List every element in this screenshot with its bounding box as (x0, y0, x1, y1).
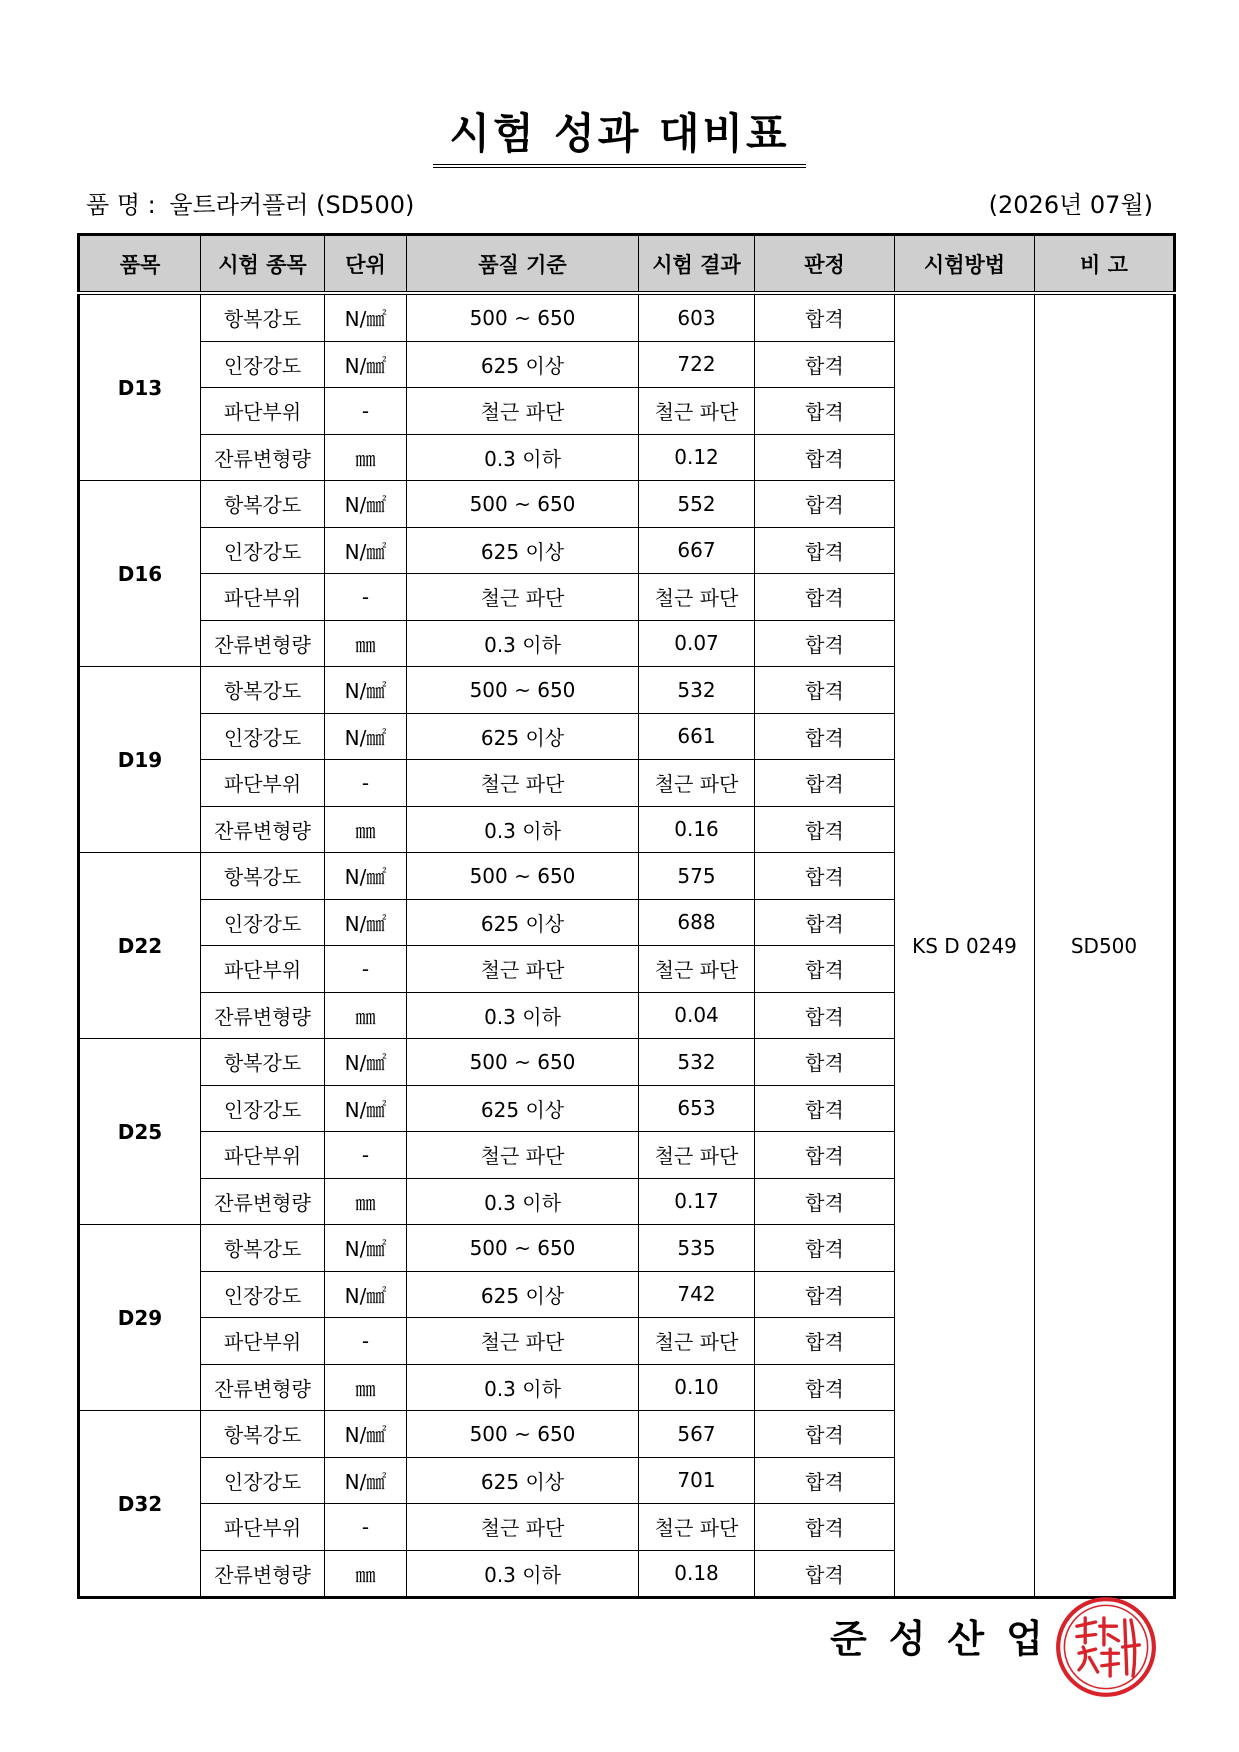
unit-cell: N/㎟ (325, 1411, 407, 1458)
standard-cell: 0.3 이하 (407, 434, 639, 481)
result-cell: 567 (639, 1411, 755, 1458)
test-cell: 항복강도 (201, 1411, 325, 1458)
verdict-cell: 합격 (755, 1504, 895, 1551)
unit-cell: ㎜ (325, 806, 407, 853)
company-seal-icon (1054, 1595, 1158, 1699)
standard-cell: 625 이상 (407, 713, 639, 760)
document-date: (2026년 07월) (988, 191, 1153, 219)
unit-cell: N/㎟ (325, 1271, 407, 1318)
test-cell: 파단부위 (201, 574, 325, 621)
verdict-cell: 합격 (755, 388, 895, 435)
document-title: 시험 성과 대비표 (433, 108, 805, 168)
result-cell: 603 (639, 293, 755, 341)
unit-cell: N/㎟ (325, 899, 407, 946)
standard-cell: 철근 파단 (407, 1132, 639, 1179)
unit-cell: N/㎟ (325, 341, 407, 388)
result-cell: 0.10 (639, 1364, 755, 1411)
results-table (77, 233, 1176, 1599)
header-result: 시험 결과 (639, 235, 755, 294)
table-row (79, 293, 1175, 341)
verdict-cell: 합격 (755, 293, 895, 341)
result-cell: 575 (639, 853, 755, 900)
standard-cell: 625 이상 (407, 341, 639, 388)
standard-cell: 500 ~ 650 (407, 481, 639, 528)
verdict-cell: 합격 (755, 1457, 895, 1504)
standard-cell: 0.3 이하 (407, 1550, 639, 1598)
verdict-cell: 합격 (755, 853, 895, 900)
result-cell: 0.17 (639, 1178, 755, 1225)
unit-cell: N/㎟ (325, 481, 407, 528)
test-cell: 항복강도 (201, 293, 325, 341)
standard-cell: 625 이상 (407, 899, 639, 946)
result-cell: 532 (639, 1039, 755, 1086)
standard-cell: 625 이상 (407, 527, 639, 574)
unit-cell: ㎜ (325, 434, 407, 481)
verdict-cell: 합격 (755, 992, 895, 1039)
verdict-cell: 합격 (755, 434, 895, 481)
test-cell: 파단부위 (201, 388, 325, 435)
test-cell: 잔류변형량 (201, 1364, 325, 1411)
product-label: 품 명 : (86, 191, 156, 219)
result-cell: 535 (639, 1225, 755, 1272)
verdict-cell: 합격 (755, 760, 895, 807)
verdict-cell: 합격 (755, 1132, 895, 1179)
result-cell: 철근 파단 (639, 1504, 755, 1551)
verdict-cell: 합격 (755, 1364, 895, 1411)
standard-cell: 500 ~ 650 (407, 853, 639, 900)
header-test: 시험 종목 (201, 235, 325, 294)
verdict-cell: 합격 (755, 1225, 895, 1272)
verdict-cell: 합격 (755, 667, 895, 714)
unit-cell: - (325, 1504, 407, 1551)
unit-cell: - (325, 574, 407, 621)
result-cell: 0.04 (639, 992, 755, 1039)
test-cell: 인장강도 (201, 899, 325, 946)
unit-cell: - (325, 388, 407, 435)
title-wrap (0, 108, 1239, 168)
unit-cell: N/㎟ (325, 293, 407, 341)
unit-cell: - (325, 946, 407, 993)
result-cell: 661 (639, 713, 755, 760)
unit-cell: ㎜ (325, 620, 407, 667)
standard-cell: 0.3 이하 (407, 992, 639, 1039)
verdict-cell: 합격 (755, 481, 895, 528)
test-cell: 항복강도 (201, 853, 325, 900)
header-standard: 품질 기준 (407, 235, 639, 294)
standard-cell: 500 ~ 650 (407, 1411, 639, 1458)
test-cell: 파단부위 (201, 1504, 325, 1551)
unit-cell: N/㎟ (325, 1039, 407, 1086)
unit-cell: N/㎟ (325, 713, 407, 760)
standard-cell: 철근 파단 (407, 760, 639, 807)
standard-cell: 500 ~ 650 (407, 1225, 639, 1272)
verdict-cell: 합격 (755, 1411, 895, 1458)
standard-cell: 500 ~ 650 (407, 293, 639, 341)
test-cell: 인장강도 (201, 341, 325, 388)
test-cell: 잔류변형량 (201, 620, 325, 667)
unit-cell: ㎜ (325, 1550, 407, 1598)
item-cell: D25 (79, 1039, 201, 1225)
result-cell: 722 (639, 341, 755, 388)
unit-cell: ㎜ (325, 1178, 407, 1225)
unit-cell: ㎜ (325, 1364, 407, 1411)
item-cell: D22 (79, 853, 201, 1039)
header-method: 시험방법 (895, 235, 1035, 294)
result-cell: 742 (639, 1271, 755, 1318)
unit-cell: - (325, 1132, 407, 1179)
verdict-cell: 합격 (755, 1550, 895, 1598)
unit-cell: N/㎟ (325, 853, 407, 900)
test-cell: 인장강도 (201, 1085, 325, 1132)
unit-cell: N/㎟ (325, 1085, 407, 1132)
result-cell: 701 (639, 1457, 755, 1504)
standard-cell: 철근 파단 (407, 1318, 639, 1365)
verdict-cell: 합격 (755, 1178, 895, 1225)
test-cell: 잔류변형량 (201, 434, 325, 481)
standard-cell: 625 이상 (407, 1457, 639, 1504)
product-line (86, 190, 420, 220)
unit-cell: N/㎟ (325, 667, 407, 714)
table-header (79, 235, 1175, 294)
result-cell: 0.12 (639, 434, 755, 481)
test-cell: 항복강도 (201, 481, 325, 528)
item-cell: D19 (79, 667, 201, 853)
result-cell: 0.18 (639, 1550, 755, 1598)
test-cell: 인장강도 (201, 713, 325, 760)
product-name: 울트라커플러 (SD500) (169, 191, 415, 219)
standard-cell: 0.3 이하 (407, 620, 639, 667)
verdict-cell: 합격 (755, 341, 895, 388)
verdict-cell: 합격 (755, 806, 895, 853)
verdict-cell: 합격 (755, 620, 895, 667)
result-cell: 552 (639, 481, 755, 528)
test-cell: 인장강도 (201, 1271, 325, 1318)
verdict-cell: 합격 (755, 574, 895, 621)
item-cell: D16 (79, 481, 201, 667)
standard-cell: 500 ~ 650 (407, 667, 639, 714)
company-name: 준성산업 (830, 1617, 1065, 1661)
unit-cell: N/㎟ (325, 1457, 407, 1504)
standard-cell: 철근 파단 (407, 574, 639, 621)
result-cell: 철근 파단 (639, 760, 755, 807)
test-cell: 인장강도 (201, 1457, 325, 1504)
unit-cell: - (325, 1318, 407, 1365)
test-cell: 잔류변형량 (201, 806, 325, 853)
verdict-cell: 합격 (755, 1039, 895, 1086)
test-cell: 파단부위 (201, 1132, 325, 1179)
standard-cell: 625 이상 (407, 1271, 639, 1318)
test-cell: 파단부위 (201, 946, 325, 993)
result-cell: 532 (639, 667, 755, 714)
test-cell: 파단부위 (201, 1318, 325, 1365)
signature-block (830, 1590, 1170, 1700)
result-cell: 철근 파단 (639, 574, 755, 621)
test-cell: 파단부위 (201, 760, 325, 807)
standard-cell: 625 이상 (407, 1085, 639, 1132)
test-cell: 항복강도 (201, 1225, 325, 1272)
standard-cell: 0.3 이하 (407, 806, 639, 853)
remark-cell: SD500 (1035, 293, 1175, 1598)
standard-cell: 500 ~ 650 (407, 1039, 639, 1086)
result-cell: 철근 파단 (639, 1318, 755, 1365)
unit-cell: ㎜ (325, 992, 407, 1039)
verdict-cell: 합격 (755, 946, 895, 993)
result-cell: 667 (639, 527, 755, 574)
verdict-cell: 합격 (755, 1318, 895, 1365)
test-cell: 잔류변형량 (201, 1178, 325, 1225)
verdict-cell: 합격 (755, 713, 895, 760)
verdict-cell: 합격 (755, 899, 895, 946)
table-body (79, 293, 1175, 1598)
standard-cell: 0.3 이하 (407, 1178, 639, 1225)
header-row (79, 235, 1175, 294)
item-cell: D13 (79, 293, 201, 481)
header-unit: 단위 (325, 235, 407, 294)
item-cell: D32 (79, 1411, 201, 1598)
result-cell: 철근 파단 (639, 946, 755, 993)
item-cell: D29 (79, 1225, 201, 1411)
header-remark: 비 고 (1035, 235, 1175, 294)
unit-cell: - (325, 760, 407, 807)
result-cell: 653 (639, 1085, 755, 1132)
standard-cell: 철근 파단 (407, 388, 639, 435)
header-verdict: 판정 (755, 235, 895, 294)
header-item: 품목 (79, 235, 201, 294)
test-cell: 잔류변형량 (201, 1550, 325, 1598)
verdict-cell: 합격 (755, 1271, 895, 1318)
test-cell: 잔류변형량 (201, 992, 325, 1039)
verdict-cell: 합격 (755, 1085, 895, 1132)
test-cell: 항복강도 (201, 1039, 325, 1086)
result-cell: 철근 파단 (639, 388, 755, 435)
standard-cell: 철근 파단 (407, 1504, 639, 1551)
result-cell: 688 (639, 899, 755, 946)
standard-cell: 철근 파단 (407, 946, 639, 993)
result-cell: 0.07 (639, 620, 755, 667)
test-method-cell: KS D 0249 (895, 293, 1035, 1598)
result-cell: 0.16 (639, 806, 755, 853)
standard-cell: 0.3 이하 (407, 1364, 639, 1411)
verdict-cell: 합격 (755, 527, 895, 574)
test-cell: 항복강도 (201, 667, 325, 714)
unit-cell: N/㎟ (325, 1225, 407, 1272)
result-cell: 철근 파단 (639, 1132, 755, 1179)
unit-cell: N/㎟ (325, 527, 407, 574)
test-cell: 인장강도 (201, 527, 325, 574)
